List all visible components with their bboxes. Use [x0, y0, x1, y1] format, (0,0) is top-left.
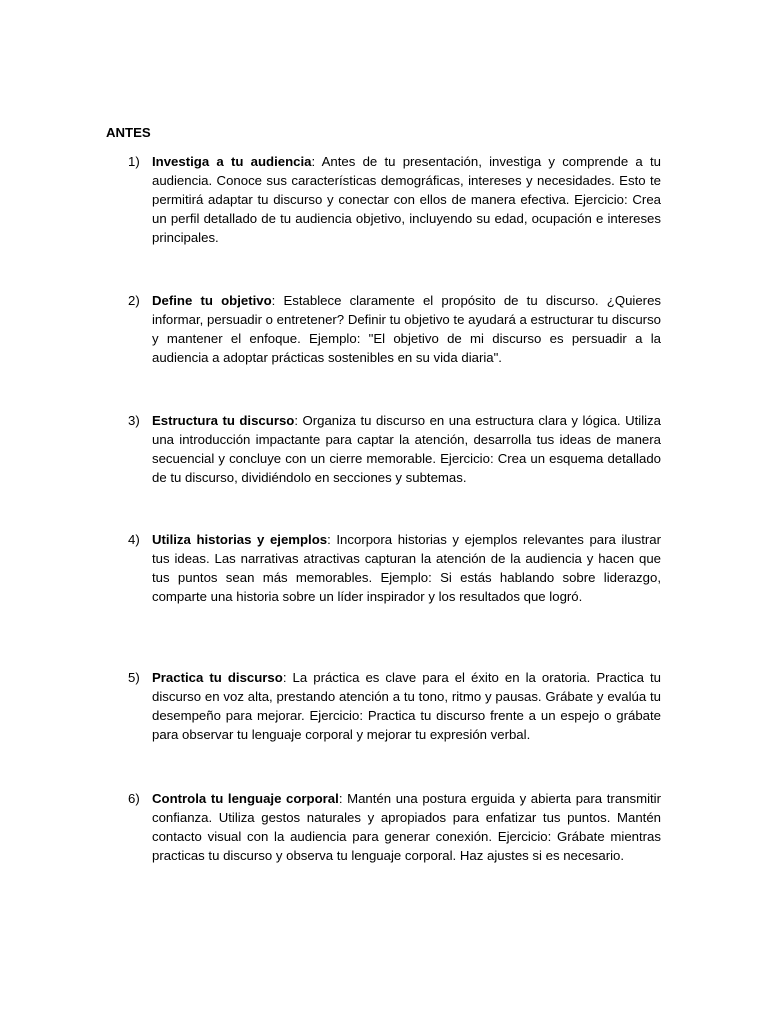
list-item [128, 530, 661, 606]
item-number: 4) [128, 532, 140, 547]
item-body: : Organiza tu discurso en una estructura clara y lógica. Utiliza una introducción impactante para captar la atención, desarrolla tus ideas de manera secuencial y concluye con un cierre memorable. Ejercicio: Crea un esquema detallado de tu discurso, dividiéndolo en secciones y subtemas. [152, 413, 661, 485]
item-body: : Establece claramente el propósito de tu discurso. ¿Quieres informar, persuadir o entretener? Definir tu objetivo te ayudará a estructurar tu discurso y mantener el enfoque. Ejemplo: "El objetivo de mi discurso es persuadir a la audiencia a adoptar prácticas sostenibles en su vida diaria". [152, 293, 662, 365]
list-item [128, 291, 661, 367]
item-number: 1) [128, 154, 140, 169]
item-title: Practica tu discurso [152, 670, 283, 685]
item-title: Controla tu lenguaje corporal [152, 791, 339, 806]
item-text [152, 668, 661, 744]
item-text [152, 530, 661, 606]
item-body: : La práctica es clave para el éxito en la oratoria. Practica tu discurso en voz alta, prestando atención a tu tono, ritmo y pausas. Grábate y evalúa tu desempeño para mejorar. Ejercicio: Practica tu discurso frente a un espejo o grábate para observar tu lenguaje corporal y mejorar tu expresión verbal. [152, 670, 662, 742]
item-text [152, 789, 661, 865]
item-number: 6) [128, 791, 140, 806]
item-title: Utiliza historias y ejemplos [152, 532, 328, 547]
list-item [128, 411, 661, 487]
item-title: Investiga a tu audiencia [152, 154, 312, 169]
item-title: Define tu objetivo [152, 293, 272, 308]
item-body: : Mantén una postura erguida y abierta para transmitir confianza. Utiliza gestos naturales y apropiados para enfatizar tus puntos. Mantén contacto visual con la audiencia para generar conexión. Ejercicio: Grábate mientras practicas tu discurso y observa tu lenguaje corporal. Haz ajustes si es necesario. [152, 791, 661, 863]
list-item [128, 789, 661, 865]
item-text [152, 411, 661, 487]
item-number: 5) [128, 670, 140, 685]
item-title: Estructura tu discurso [152, 413, 295, 428]
item-body: : Antes de tu presentación, investiga y comprende a tu audiencia. Conoce sus características demográficas, intereses y necesidades. Esto te permitirá adaptar tu discurso y conectar con ellos de manera efectiva. Ejercicio: Crea un perfil detallado de tu audiencia objetivo, incluyendo su edad, ocupación e intereses principales. [152, 154, 661, 245]
item-number: 3) [128, 413, 140, 428]
list-item [128, 668, 661, 744]
item-text [152, 291, 661, 367]
section-heading: ANTES [106, 125, 151, 140]
item-body: : Incorpora historias y ejemplos relevantes para ilustrar tus ideas. Las narrativas atractivas capturan la atención de la audiencia y hacen que tus puntos sean más memorables. Ejemplo: Si estás hablando sobre liderazgo, comparte una historia sobre un líder inspirador y los resultados que logró. [152, 532, 662, 604]
list-item [128, 152, 661, 247]
item-number: 2) [128, 293, 140, 308]
item-text [152, 152, 661, 247]
